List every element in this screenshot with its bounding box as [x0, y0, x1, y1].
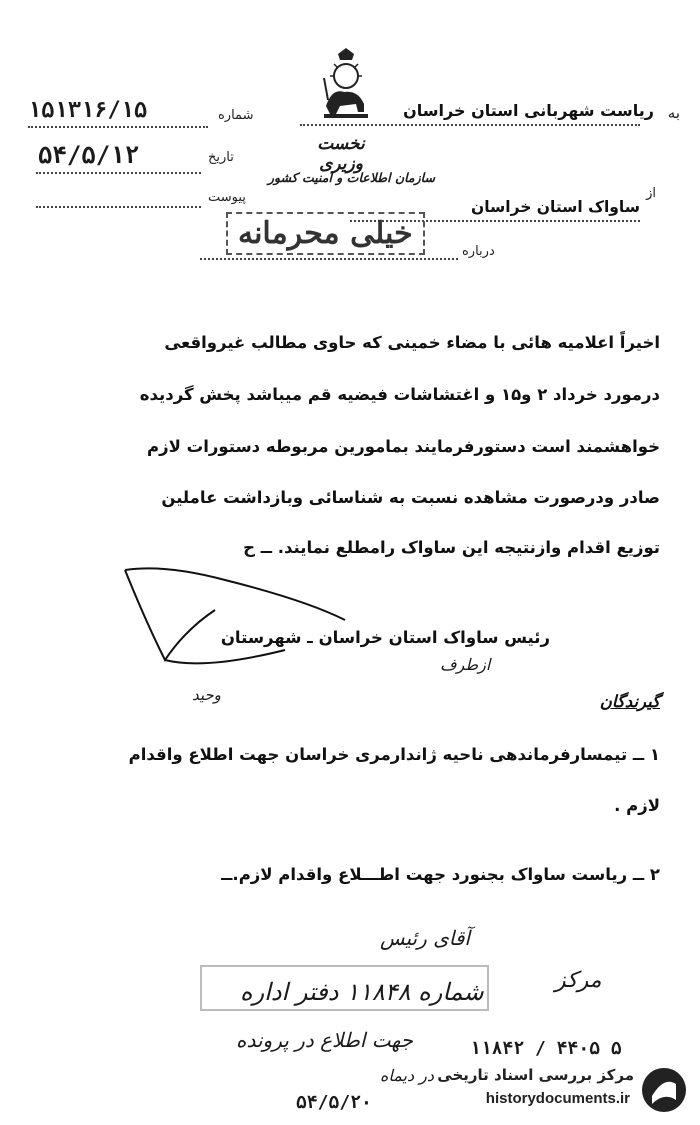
from-label: از [646, 186, 656, 201]
recipient-2: ۲ ــ ریاست ساواک بجنورد جهت اطـــلاع واقدام لازم.ــ [221, 865, 660, 884]
handwritten-on-behalf: ازطرف [440, 655, 491, 674]
from-value: ساواک استان خراسان [470, 198, 640, 216]
body-line-4: صادر ودرصورت مشاهده نسبت به شناسائی وبازداشت عاملین [161, 488, 660, 507]
watermark-fa: مرکز بررسی اسناد تاریخی [437, 1066, 634, 1084]
watermark-en: historydocuments.ir [485, 1090, 630, 1107]
number-label: شماره [218, 108, 254, 123]
emblem [306, 48, 386, 174]
recipients-title: گیرندگان [599, 692, 660, 711]
org-line2: سازمان اطلاعات و امنیت کشور [268, 170, 435, 185]
handwritten-initial: وحید [192, 686, 221, 704]
body-line-1: اخیراً اعلامیه هائی با مضاء خمینی که حاوی مطالب غیرواقعی [164, 333, 660, 352]
attachment-dotted-line [36, 206, 201, 208]
number-value: ۱۵۱۳۱۶/۱۵ [28, 98, 148, 123]
classification-stamp: خیلی محرمانه [226, 212, 425, 255]
body-line-2: درمورد خرداد ۲ و۱۵ و اغتشاشات فیضیه قم میباشد پخش گردیده [139, 385, 660, 404]
date-dotted-line [36, 172, 201, 174]
handwritten-line-e: ۵۴/۵/۲۰ [296, 1092, 372, 1113]
to-label: به [667, 104, 680, 122]
signature-line: رئیس ساواک استان خراسان ـ شهرستان [220, 628, 550, 647]
subject-label: درباره [462, 244, 495, 259]
handwritten-margin-name: مرکز [555, 968, 602, 993]
handwritten-line-c: ۱۱۸۴۲ / ۴۴۰۵ ۵ [470, 1038, 622, 1059]
to-value: ریاست شهربانی استان خراسان [403, 101, 654, 120]
date-value: ۵۴/۵/۱۲ [38, 141, 140, 169]
subject-dotted-line [200, 258, 458, 260]
date-label: تاریخ [208, 150, 234, 165]
handwritten-line-b: جهت اطلاع در پرونده [236, 1028, 414, 1052]
lion-and-sun-icon [318, 48, 374, 120]
body-line-3: خواهشمند است دستورفرمایند بمامورین مربوطه دستورات لازم [147, 437, 660, 456]
body-line-5: توزیع اقدام وازنتیجه این ساواک رامطلع نمایند. ــ ح [243, 538, 660, 557]
number-dotted-line [28, 126, 208, 128]
recipient-1-line1: ۱ ــ تیمسارفرماندهی ناحیه ژاندارمری خراسان جهت اطلاع واقدام [128, 745, 660, 764]
org-line1: نخست وزیری [317, 134, 365, 174]
signature-scribble [105, 560, 365, 680]
handwritten-line-d: در دیماه [380, 1066, 435, 1085]
watermark-logo-icon [640, 1066, 688, 1114]
handwritten-note-top: آقای رئیس [380, 926, 470, 950]
watermark [430, 1062, 690, 1118]
handwritten-line-a: شماره ۱۱۸۴۸ دفتر اداره [240, 978, 484, 1006]
recipient-1-line2: لازم . [614, 796, 660, 815]
attachment-label: پیوست [208, 190, 246, 205]
